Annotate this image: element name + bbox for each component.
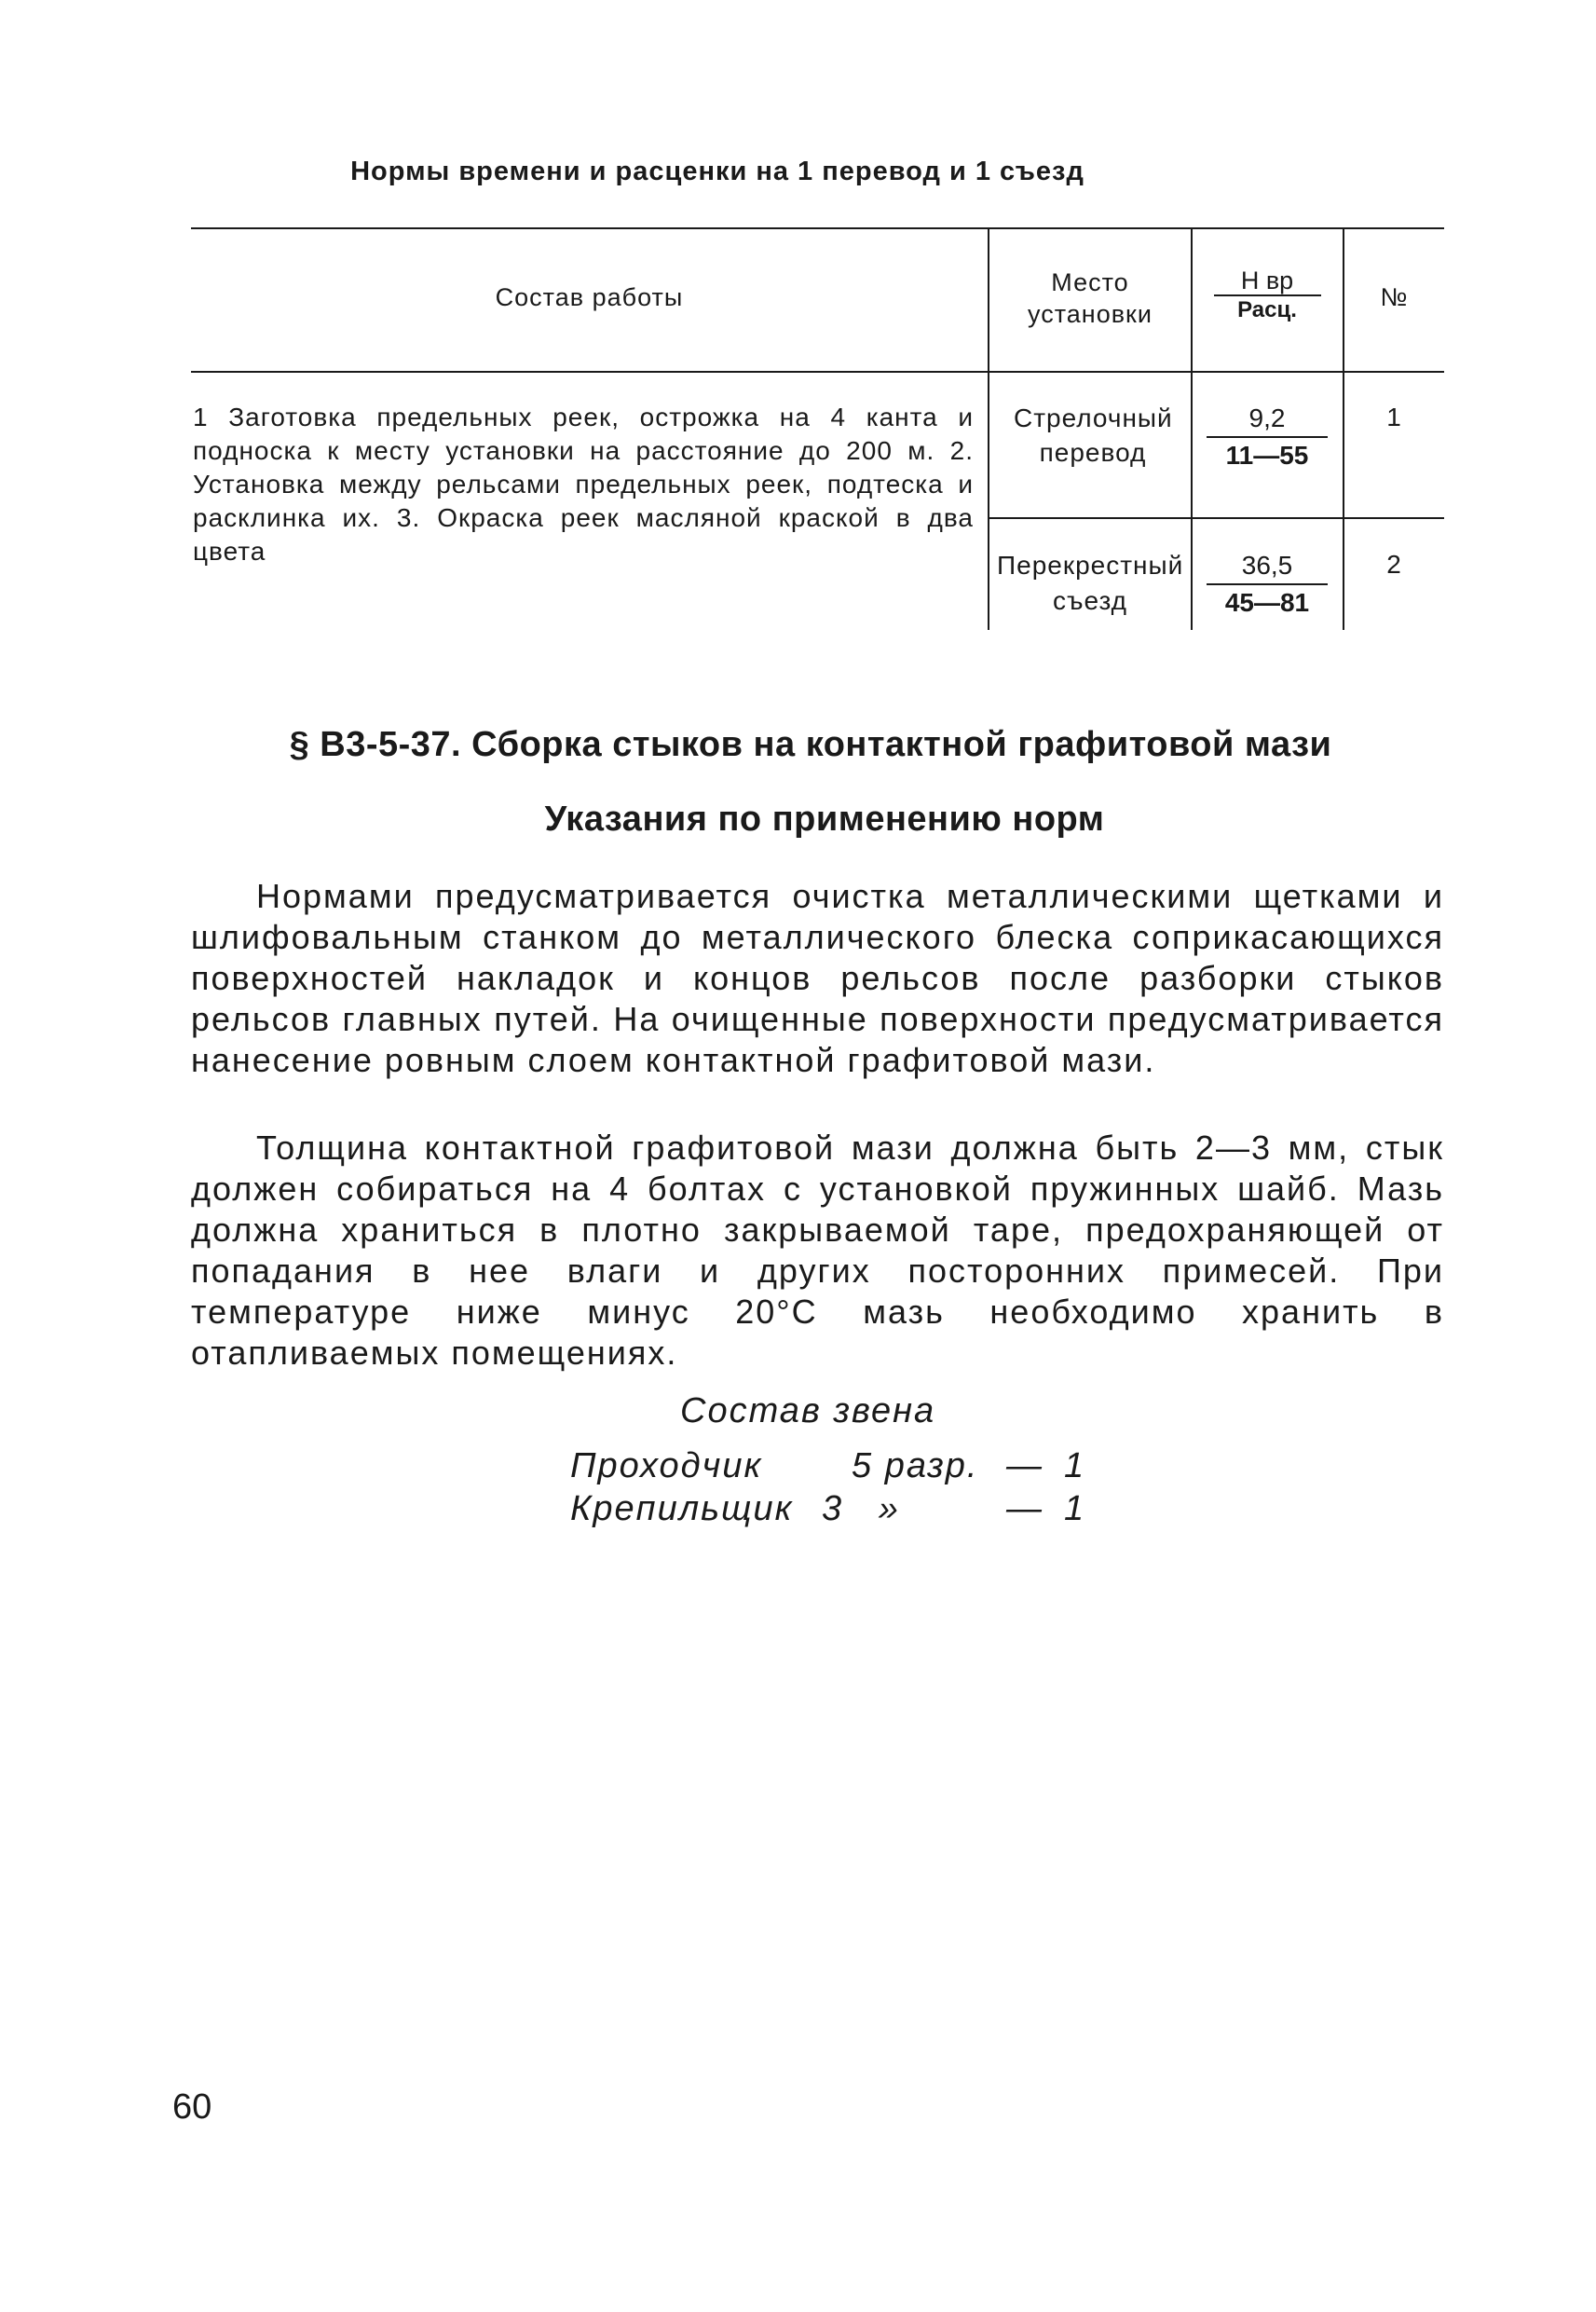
row1-place: Стрелочный перевод [1014,404,1173,467]
row2-norm-fraction [1193,548,1342,621]
row2-norm: 36,5 [1241,551,1293,580]
row1-norm: 9,2 [1248,404,1286,432]
crew-grade: 3 » [822,1489,900,1528]
table-top-rule [191,227,1444,229]
header-work: Состав работы [495,283,684,311]
crew-dash: — [1006,1446,1044,1485]
crew-count: 1 [1064,1489,1086,1528]
crew-count: 1 [1064,1446,1086,1485]
crew-grade: 5 разр. [852,1446,979,1485]
header-norm-top: Н вр [1240,267,1294,294]
crew-role: Крепильщик [570,1489,794,1528]
crew-dash: — [1006,1489,1044,1528]
crew-row-1 [570,1446,1092,1486]
row2-place: Перекрестный съезд [997,551,1184,615]
table-col-divider-1 [988,227,989,630]
paragraph-1: Нормами предусматривается очистка металлическими щетками и шлифовальным станком до металлического блеска соприкасающихся поверхностей накладок и концов рельсов после разборки стыков рельсов главных путей. На очищенные поверхности предусматривается нанесение ровным слоем контактной графитовой мази. [191,877,1444,1079]
header-place: Место установки [1028,268,1153,328]
table-caption: Нормы времени и расценки на 1 перевод и 1 съезд [350,157,1084,186]
table-row-divider [988,517,1444,519]
page-number: 60 [172,2087,212,2127]
header-norm-fraction [1193,267,1342,324]
table-header-rule [191,371,1444,373]
row1-number: 1 [1386,403,1402,431]
header-number: № [1380,283,1409,311]
row1-price: 11—55 [1225,441,1309,470]
section-subtitle: Указания по применению норм [544,800,1105,839]
section-title: § В3-5-37. Сборка стыков на контактной графитовой мази [289,725,1332,764]
paragraph-2: Толщина контактной графитовой мази должна быть 2—3 мм, стык должен собираться на 4 болтах с установкой пружинных шайб. Мазь должна храниться в плотно закрываемой таре, предохраняющей от попадания в нее влаги и других посторонних примесей. При температуре ниже минус 20°С мазь необходимо хранить в отапливаемых помещениях. [191,1129,1444,1372]
crew-row-2 [570,1489,1092,1529]
crew-title: Состав звена [680,1391,936,1430]
row1-norm-fraction [1193,401,1342,473]
row2-number: 2 [1386,550,1402,579]
crew-role: Проходчик [570,1446,763,1485]
row2-price: 45—81 [1224,588,1310,617]
work-description: 1 Заготовка предельных реек, острожка на 4 канта и подноска к месту установки на расстояние до 200 м. 2. Установка между рельсами предельных реек, подтеска и расклинка их. 3. Окраска реек масляной краской в два цвета [193,403,974,566]
header-norm-bottom: Расц. [1237,297,1297,322]
